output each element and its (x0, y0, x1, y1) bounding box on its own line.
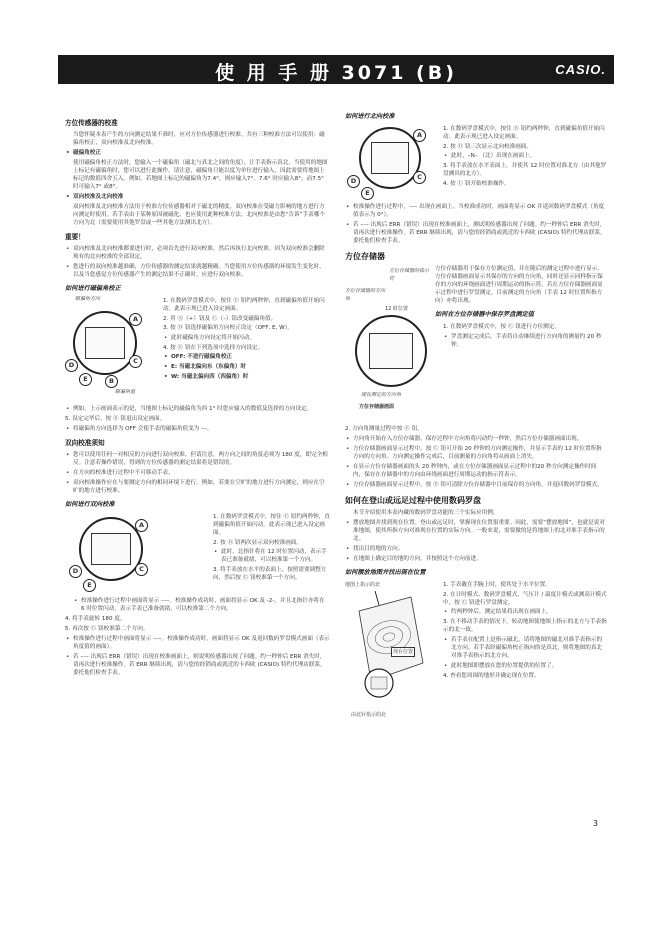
figure-bearing-memory (345, 265, 607, 425)
list-item: • 在方向的校准进行过程中不可移动手表。 (65, 469, 330, 477)
list-item: • 您可以使用任何一对相反的方向进行双向校准。但请注意，两方向之间的角度必须为 180 度，即完全相反。注意若操作错误，得到的方位传感器的测定结果将是错误的。 (65, 451, 330, 467)
page-number: 3 (592, 819, 598, 828)
figure-label: 磁偏角方向 (75, 296, 101, 302)
list-item: • 校准操作进行过程中画面将显示 –––。校准操作成功时，画面将显示 OK 及返回数码罗盘模式画面（表示角度值的画面）。 (65, 635, 330, 651)
step-list (435, 581, 607, 681)
paragraph: 双向校准及北向校准方法用于校准方位传感器相对于磁北的精度。双向校准在受磁力影响的地方进行方向测定时使用。若手表由于某种原因被磁化，也应使用此种校准方法。北向校准是由您“告诉”手表哪个方向为北（需要使用其他罗盘或一些其他方法测出北方）。 (73, 204, 325, 226)
procedure-title: 如何进行双向校准 (65, 501, 115, 508)
button-c-icon: C (135, 563, 148, 576)
figure-label: 现在位置 (393, 649, 414, 655)
button-e-icon: E (361, 187, 374, 200)
watch-lcd (369, 333, 413, 369)
step: 1. 在数码罗盘模式中，按住 Ⓔ 钮约两秒钟，直到磁偏角值开始闪动。此表示现已进入设定画面。 (163, 298, 325, 312)
step: 4. 按 Ⓔ 钮在下列选项中选择方向设定。 (163, 344, 264, 351)
step: 1. 在数码罗盘模式中，按住 Ⓔ 钮约两秒钟，直到磁偏角值开始闪动。此表示现已进入设定画面。 (443, 126, 605, 140)
procedure-title: 如何进行北向校准 (345, 113, 395, 120)
button-a-icon: A (413, 129, 426, 142)
list-item: • 您进行的双向校准越准确，方位传感器的测定结果就越精确。当您使用方位传感器的环境发生变化时，以及当您感觉方位传感器产生的测定结果不正确时，应进行双向校准。 (65, 263, 330, 279)
figure-label: 方位存储器的方向角 (345, 288, 386, 302)
sub-item: • 若手表在配置上是指示磁北，请将地图的磁北对准手表指示的北方向。若手表经磁偏角校正指向的是真北，则将地图的真北对准手表指示的北方向。 (435, 636, 607, 660)
step-list (435, 265, 607, 351)
step: 2. 按 Ⓓ 钮三次显示北向校准画面。 (443, 143, 532, 150)
button-a-icon: A (129, 313, 142, 326)
sub-item: • 此时地图即摆放在您的位置提供的位置了。 (435, 662, 607, 670)
step: 4. 将手表旋转 180 度。 (65, 616, 126, 622)
step: 2. 按 Ⓓ 钮两次显示双向校准画面。 (213, 539, 302, 546)
list-item: • 方向角开始存入方位存储器，保存过程中方向角将闪动约一秒钟，然后方位存储器画面出现。 (345, 435, 607, 443)
button-a-icon: A (135, 519, 148, 532)
bullet-title: • 双向校准及北向校准 (65, 193, 330, 201)
button-c-icon: C (413, 171, 426, 184)
section-title: 双向校准须知 (65, 439, 105, 447)
button-e-icon: E (79, 373, 92, 386)
list-item: • 若 ––– 出现后 ERR（错误）出现在校准画面上，则说明传感器出现了问题。约一秒钟后 ERR 消失时，请再次进行校准操作。若 ERR 继续出现，请与您的经销商或就近的卡西欧 (CASIO) 特约代理店联系，委托他们检查手表。 (65, 653, 330, 677)
step: 4. 按 Ⓒ 钮开始校准操作。 (443, 180, 510, 187)
figure-label: 方位存储器的指示符 (389, 268, 430, 282)
list-item: • 双向校准及北向校准都要进行时，必须首先进行双向校准，然后再执行北向校准。因为双向校准会删除现有的北向校准的全部设定。 (65, 245, 330, 261)
watch-lcd (85, 327, 125, 359)
figure-caption: 方位存储器画面 (359, 404, 395, 410)
sub-item: • 约两秒钟后，测定结果将出现在画面上。 (435, 608, 607, 616)
list-item: • 双向校准操作应在与要测定方向的相同环境下进行。例如，若要在空旷的地方进行方向测定，则应在空旷的地方进行校准。 (65, 479, 330, 495)
list-item: • 例如，上示画面表示的是，当地图上标记的磁偏角为西 1° 时您应输入的数值及选择的方向设定。 (65, 405, 330, 413)
step: 3. 在不移动手表的情况下，转动地图使地图上指示的北方与手表指示的北一致。 (443, 619, 607, 633)
section-title: 方位传感器的校准 (65, 119, 118, 127)
section-title: 方位存储器 (345, 252, 385, 261)
bullet-title: • 磁偏角校正 (65, 149, 330, 157)
list-item: • 在地图上确定目的地的方向，并按照这个方向前进。 (345, 555, 607, 563)
figure-label: 磁偏角值 (115, 389, 136, 395)
figure-label: 12 时位置 (385, 306, 408, 312)
step: 3. 将手表放在水平表面上，并使其 12 时位置对准北方（由其他罗盘测出的北方）。 (443, 163, 607, 177)
watch-illustration (355, 315, 427, 387)
button-d-icon: D (69, 565, 82, 578)
watch-lcd (91, 533, 131, 565)
list-item: • 方位存储器画面显示过程中，按 Ⓒ 钮可开始 20 秒钟的方向测定操作，并显示手表的 12 时位置所指方向的方向角。方向测定操作完成后，目前测量的方向角将从画面上消失。 (345, 445, 607, 461)
watch-lcd (371, 142, 409, 174)
step-list (155, 297, 330, 383)
figure-label: 现在测定的方向角 (361, 392, 402, 398)
figure-map-orientation (345, 581, 607, 721)
button-e-icon: E (83, 579, 96, 592)
step: 5. 再次按 Ⓒ 钮校准第二个方向。 (65, 626, 149, 632)
sub-item: • 此时，北指针将在 12 时位置闪动，表示手表已准备就绪，可以校准第一个方向。 (205, 548, 330, 564)
section-title: 如何在登山或远足过程中使用数码罗盘 (345, 496, 481, 505)
button-d-icon: D (65, 359, 78, 372)
list-item: • 在显示方位存储器画面的头 20 秒钟内，或在方位存储器画面显示过程中的20 秒方向测定操作时间内，保存在存储器中的方向由环绕画面进行周期运动的指示符表示。 (345, 463, 607, 479)
procedure-title: 如何摆放地图并找出现在位置 (345, 569, 426, 576)
sub-item: • 校准操作进行过程中画面将显示 –––。校准操作成功时，画面将显示 OK 及 -2-，并且北指针亦将在 6 时位置闪动，表示手表已准备就绪，可以校准第二个方向。 (65, 597, 330, 613)
step-list (435, 125, 607, 189)
procedure-title: 如何在方位存储器中保存罗盘测定值 (435, 311, 534, 318)
list-item: • 方位存储器画面显示过程中，按 Ⓔ 钮可清除方位存储器中目前保存的方向角，并返回数码罗盘模式。 (345, 481, 607, 489)
step: 4. 查看您周围的地形并确定现在位置。 (443, 672, 540, 679)
watch-illustration (359, 127, 421, 189)
manual-title: 使 用 手 册 3071 (B) (215, 62, 457, 84)
watch-illustration (73, 311, 137, 375)
figure-label: 由北针指示的北 (351, 712, 387, 718)
list-item: • 将磁偏角方向选择为 OFF 会使手表的磁偏角值变为 ––。 (65, 425, 330, 433)
sub-item: • 此时磁偏角方向设定将开始闪动。 (155, 334, 330, 342)
right-column (345, 113, 607, 721)
step: 2. 方向角测量过程中按 Ⓔ 钮。 (345, 426, 423, 432)
procedure-title: 如何进行磁偏角校正 (65, 285, 121, 292)
list-item: • 找出目的地的方向。 (345, 545, 607, 553)
step: 2. 在计时模式、数码罗盘模式、气压计 / 温度计模式或测高计模式中，按 Ⓒ 钮进行罗盘测定。 (443, 591, 607, 606)
sub-item: • OFF: 不进行磁偏角校正 (155, 353, 330, 361)
step-list (205, 513, 330, 584)
step: 3. 将手表放在水平的表面上，按照需要调整方向，然后按 Ⓒ 钮校准第一个方向。 (213, 567, 327, 581)
figure-label: 地图上指示的北 (345, 582, 381, 588)
important-title: 重要！ (65, 233, 85, 241)
left-column (65, 113, 330, 679)
button-b-icon: B (105, 375, 118, 388)
step: 2. 用 Ⓐ（+）钮及 Ⓒ（–）钮改变磁偏角值。 (163, 315, 277, 322)
step: 3. 按 Ⓓ 钮选择磁偏角方向校正设定（OFF, E, W）。 (163, 325, 293, 331)
figure-bidirectional (65, 513, 330, 597)
paragraph: 当您怀疑本表产生的方向测定结果不准时，应对方位传感器进行校准。共有三种校准方法可以使用：磁偏角校正，双向校准及北向校准。 (73, 132, 325, 146)
paragraph: 本节介绍使用本表内藏的数码罗盘功能的三个实际应用例。 (353, 510, 499, 516)
step: 1. 在数码罗盘模式中，按 Ⓒ 钮进行方位测定。 (443, 324, 560, 330)
button-d-icon: D (347, 175, 360, 188)
list-item: • 摆放地图并找到现在位置。登山或远足时，掌握现在位置很重要。因此，需要“摆放地图”，也就是说对准地图，使其所指方向对准现在位置的实际方向。一般来说，需要做的是将地图上的北对准手表指示的北。 (345, 519, 607, 543)
step: 1. 在数码罗盘模式中，按住 Ⓔ 钮约两秒钟，直到磁偏角值开始闪动。此表示现已进入设定画面。 (213, 514, 330, 536)
casio-logo: CASIO. (555, 62, 606, 77)
figure-magnetic-declination (65, 297, 330, 405)
figure-north-calibration (345, 125, 607, 203)
watch-illustration (79, 517, 143, 581)
button-c-icon: C (129, 355, 142, 368)
sub-item: • E: 当磁北偏向东（东偏角）时 (155, 363, 330, 371)
list-item: • 校准操作进行过程中，––– 出现在画面上。当校准成功时，画面将显示 OK 并返回数码罗盘模式（角度值表示为 0°）。 (345, 203, 607, 219)
list-item: • 若 ––– 出现后 ERR（错误）出现在校准画面上，测试明传感器出现了问题。约一秒钟后 ERR 消失时，请再次进行校准操作。若 ERR 继续出现，请与您的经销商或就近的卡西欧 (CASIO) 特约代理店联系，委托他们检查手表。 (345, 221, 607, 245)
paragraph: 方位存储器用于保存方位测定值，并在随后的测定过程中进行显示。方位存储器画面显示其保存的方向的方向角，同时还显示同样指示保存的方向的环绕画面进行周期运动的指示符。若在方位存储器画面显示过程中进行罗盘测定，目前测定的方向角（手表 12 时位置所指方向）亦将出现。 (435, 266, 603, 304)
header-bar (58, 55, 614, 84)
step: 1. 手表戴在手腕上时，使其处于水平位置。 (443, 582, 551, 588)
map-illustration (351, 591, 431, 701)
sub-item: • 此时，–N– （北）出现在画面上。 (435, 152, 607, 160)
sub-item: • W: 当磁北偏向西（西偏角）时 (155, 373, 330, 381)
sub-item: • 罗盘测定完成后，手表将自动继续进行方向角的测量约 20 秒钟。 (435, 333, 607, 349)
paragraph: 使用磁偏角校正方法时，您输入一个磁偏角（磁北与真北之间的角度），让手表指示真北。当使用的地图上标记有磁偏角时，您可以进行此操作。请注意，磁偏角只能以度为单位进行输入，因此需要将地图上标记的数值四舍五入。例如，若地图上标记的磁偏角为7.4°，则应输入7°。7.6° 时应输入8°，而7.5° 时可输入7° 或8°。 (73, 160, 328, 190)
step: 5. 设定完毕后，按 Ⓔ 钮退出设定画面。 (65, 416, 166, 422)
